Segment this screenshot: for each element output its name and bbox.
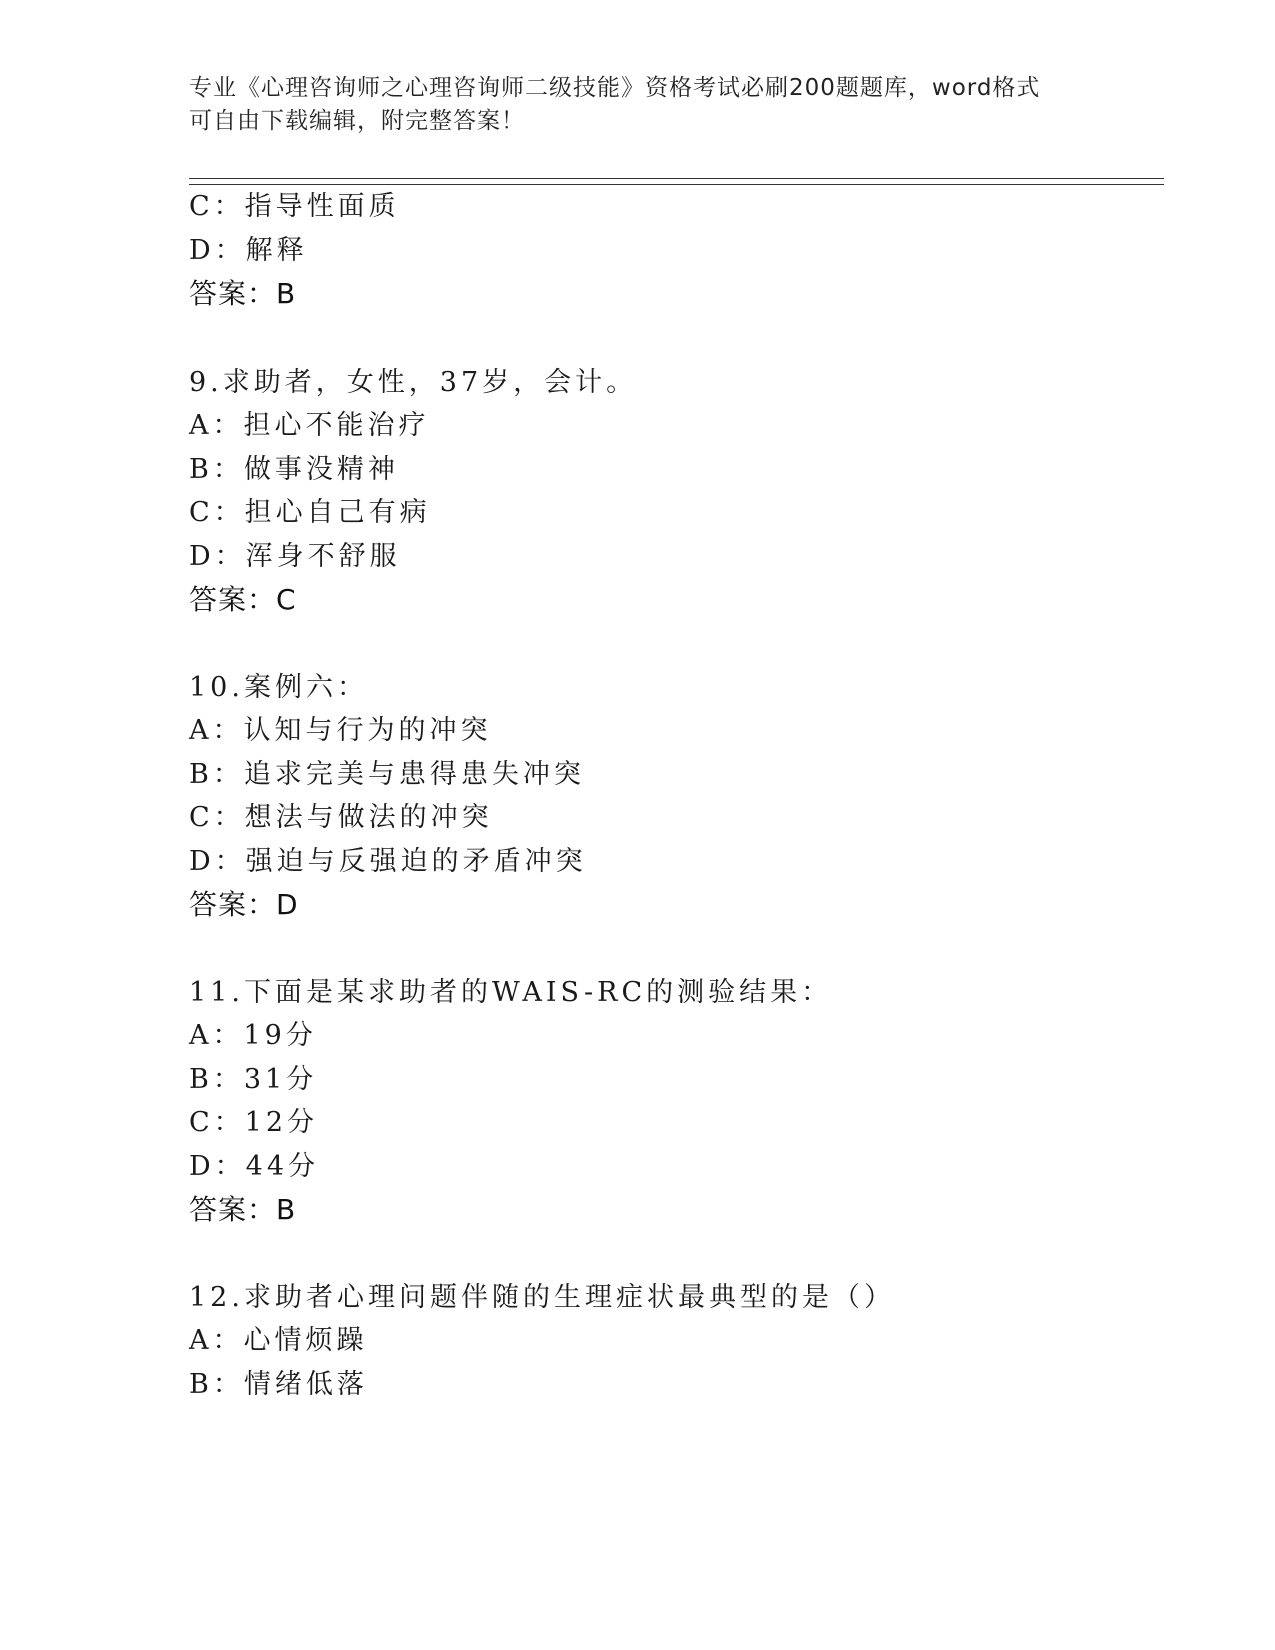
question-stem: 12.求助者心理问题伴随的生理症状最典型的是（）	[189, 1282, 895, 1313]
question-stem: 9.求助者，女性，37岁，会计。	[189, 367, 638, 398]
question-stem: 11.下面是某求助者的WAIS-RC的测验结果：	[189, 977, 833, 1008]
header-divider-top	[189, 178, 1164, 179]
option-item: D：浑身不舒服	[189, 541, 401, 572]
option-item: B：情绪低落	[189, 1369, 368, 1400]
option-item: C：指导性面质	[189, 191, 400, 222]
option-item: C：担心自己有病	[189, 497, 431, 528]
question-stem: 10.案例六：	[189, 672, 368, 703]
option-item: C：12分	[189, 1107, 319, 1138]
option-item: B：做事没精神	[189, 454, 399, 485]
option-item: A：19分	[189, 1020, 317, 1051]
option-item: B：31分	[189, 1064, 318, 1095]
option-item: D：强迫与反强迫的矛盾冲突	[189, 846, 587, 877]
option-item: D：解释	[189, 235, 308, 266]
header-line-1: 专业《心理咨询师之心理咨询师二级技能》资格考试必刷200题题库，word格式	[189, 75, 1041, 101]
answer-line: 答案：B	[189, 277, 297, 310]
option-item: C：想法与做法的冲突	[189, 802, 493, 833]
answer-line: 答案：C	[189, 583, 297, 616]
option-item: A：心情烦躁	[189, 1325, 368, 1356]
answer-line: 答案：B	[189, 1193, 297, 1226]
option-item: D：44分	[189, 1151, 320, 1182]
header-line-2: 可自由下载编辑，附完整答案！	[189, 108, 525, 134]
document-header	[189, 72, 1089, 138]
option-item: B：追求完美与患得患失冲突	[189, 759, 585, 790]
option-item: A：担心不能治疗	[189, 410, 430, 441]
option-item: A：认知与行为的冲突	[189, 715, 492, 746]
answer-line: 答案：D	[189, 888, 299, 921]
